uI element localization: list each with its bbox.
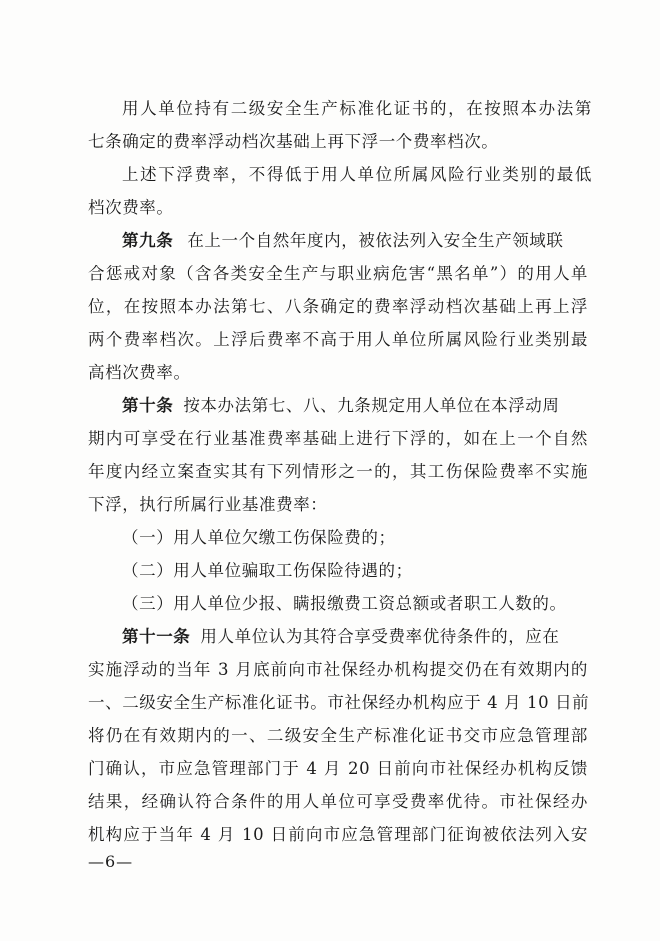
article-9-line-2: 合惩戒对象（含各类安全生产与职业病危害“黑名单”）的用人单 (88, 264, 588, 283)
article-10-line-2: 期内可享受在行业基准费率基础上进行下浮的，如在上一个自然 (88, 429, 588, 448)
article-10-line-1-text: 按本办法第七、八、九条规定用人单位在本浮动周 (183, 396, 560, 415)
paragraph-2-line-1: 上述下浮费率，不得低于用人单位所属风险行业类别的最低 (122, 165, 592, 184)
paragraph-2-line-2: 档次费率。 (88, 198, 174, 217)
article-9-line-3: 位，在按照本办法第七、八条确定的费率浮动档次基础上再上浮 (88, 297, 588, 316)
article-11-line-5: 门确认，市应急管理部门于 4 月 20 日前向市社保经办机构反馈 (88, 759, 588, 778)
article-9-line-5: 高档次费率。 (88, 363, 191, 382)
article-11-line-1 (122, 626, 592, 648)
article-10-item-1: （一）用人单位欠缴工伤保险费的； (122, 528, 396, 547)
article-9-line-1 (122, 230, 592, 252)
article-11-line-1-text: 用人单位认为其符合享受费率优待条件的，应在 (200, 627, 560, 646)
article-9-line-1-text: 在上一个自然年度内，被依法列入安全生产领域联 (187, 231, 564, 250)
article-10-line-3: 年度内经立案查实其有下列情形之一的，其工伤保险费率不实施 (88, 462, 588, 481)
article-11-line-2: 实施浮动的当年 3 月底前向市社保经办机构提交仍在有效期内的 (88, 660, 588, 679)
article-10-line-1 (122, 395, 592, 417)
article-10-heading: 第十条 (122, 396, 174, 415)
paragraph-1-line-1: 用人单位持有二级安全生产标准化证书的，在按照本办法第 (122, 99, 592, 118)
article-10-line-4: 下浮，执行所属行业基准费率： (88, 495, 328, 514)
article-11-line-7: 机构应于当年 4 月 10 日前向市应急管理部门征询被依法列入安 (88, 825, 588, 844)
article-11-heading: 第十一条 (122, 627, 191, 646)
article-9-heading: 第九条 (122, 231, 174, 250)
page-number: —6— (88, 852, 134, 871)
article-9-line-4: 两个费率档次。上浮后费率不高于用人单位所属风险行业类别最 (88, 330, 588, 349)
article-10-item-2: （二）用人单位骗取工伤保险待遇的； (122, 561, 413, 580)
article-11-line-4: 将仍在有效期内的一、二级安全生产标准化证书交市应急管理部 (88, 726, 588, 745)
paragraph-1-line-2: 七条确定的费率浮动档次基础上再下浮一个费率档次。 (88, 132, 499, 151)
article-11-line-3: 一、二级安全生产标准化证书。市社保经办机构应于 4 月 10 日前 (88, 693, 590, 712)
article-10-item-3: （三）用人单位少报、瞒报缴费工资总额或者职工人数的。 (122, 594, 567, 613)
article-11-line-6: 结果，经确认符合条件的用人单位可享受费率优待。市社保经办 (88, 792, 588, 811)
